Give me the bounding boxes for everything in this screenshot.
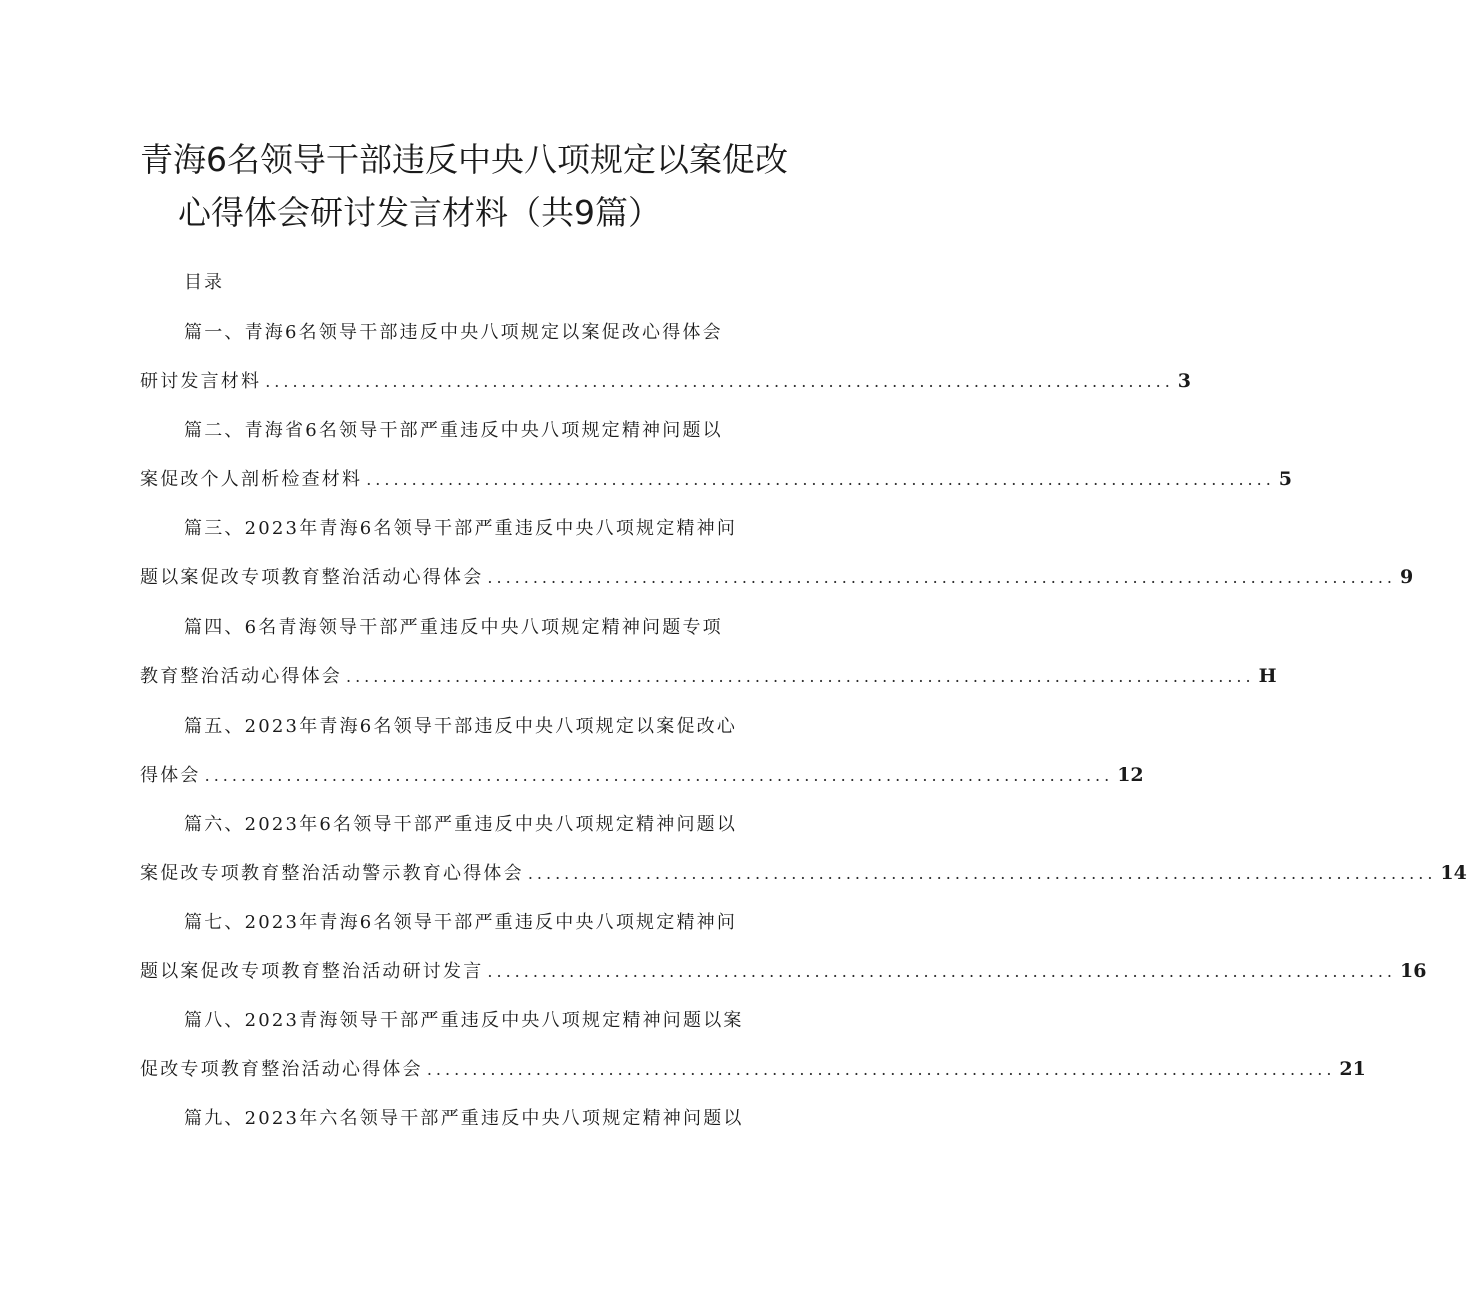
toc-entry-8[interactable] bbox=[0, 1006, 1366, 1106]
toc-entry-continuation bbox=[140, 464, 1293, 494]
toc-entry-title-cont: 题以案促改专项教育整治活动心得体会 bbox=[140, 567, 484, 588]
toc-leader-dots: .................................................................................................... bbox=[527, 864, 1437, 883]
toc-entry-continuation bbox=[140, 956, 1427, 986]
toc-entry-2[interactable] bbox=[0, 416, 1293, 516]
toc-entry-3[interactable] bbox=[0, 514, 1414, 614]
toc-entry-title-cont: 得体会 bbox=[140, 765, 201, 786]
toc-entry-title: 篇一、青海6名领导干部违反中央八项规定以案促改心得体会 bbox=[184, 322, 723, 343]
toc-page-number: 12 bbox=[1117, 764, 1144, 786]
toc-entry-7[interactable] bbox=[0, 908, 1427, 1008]
toc-entry-continuation bbox=[140, 1054, 1366, 1084]
toc-entry-title-cont: 案促改个人剖析检查材料 bbox=[140, 469, 363, 490]
toc-leader-dots: .................................................................................................... bbox=[366, 470, 1275, 489]
document-title-line-2: 心得体会研讨发言材料（共9篇） bbox=[178, 193, 661, 232]
toc-entry-title-cont: 促改专项教育整治活动心得体会 bbox=[140, 1059, 423, 1080]
toc-leader-dots: .................................................................................................... bbox=[487, 962, 1396, 981]
toc-entry-continuation bbox=[140, 562, 1414, 592]
toc-heading: 目录 bbox=[184, 272, 224, 293]
toc-page-number: 14 bbox=[1440, 862, 1467, 884]
toc-entry-title: 篇四、6名青海领导干部严重违反中央八项规定精神问题专项 bbox=[184, 617, 723, 638]
toc-page-number: H bbox=[1258, 665, 1277, 687]
toc-page-number: 16 bbox=[1400, 960, 1427, 982]
toc-entry-title: 篇六、2023年6名领导干部严重违反中央八项规定精神问题以 bbox=[184, 814, 738, 835]
toc-entry-9[interactable] bbox=[0, 1104, 920, 1204]
toc-page-number: 9 bbox=[1400, 566, 1414, 588]
toc-entry-continuation bbox=[140, 760, 1144, 790]
toc-entry-title: 篇五、2023年青海6名领导干部违反中央八项规定以案促改心 bbox=[184, 716, 738, 737]
toc-entry-title: 篇八、2023青海领导干部严重违反中央八项规定精神问题以案 bbox=[184, 1010, 744, 1031]
toc-entry-5[interactable] bbox=[0, 712, 1144, 812]
toc-entry-continuation bbox=[140, 661, 1277, 691]
document-title-line-1: 青海6名领导干部违反中央八项规定以案促改 bbox=[140, 140, 788, 179]
toc-entry-title: 篇九、2023年六名领导干部严重违反中央八项规定精神问题以 bbox=[184, 1108, 744, 1129]
toc-leader-dots: .................................................................................................... bbox=[487, 568, 1396, 587]
toc-entry-title-cont: 教育整治活动心得体会 bbox=[140, 666, 342, 687]
toc-entry-title: 篇二、青海省6名领导干部严重违反中央八项规定精神问题以 bbox=[184, 420, 723, 441]
toc-page-number: 5 bbox=[1278, 468, 1293, 490]
toc-entry-1[interactable] bbox=[0, 318, 1192, 418]
toc-page-number: 3 bbox=[1177, 370, 1192, 392]
toc-entry-title-cont: 题以案促改专项教育整治活动研讨发言 bbox=[140, 961, 484, 982]
toc-entry-title-cont: 案促改专项教育整治活动警示教育心得体会 bbox=[140, 863, 524, 884]
toc-entry-4[interactable] bbox=[0, 613, 1277, 713]
toc-leader-dots: .................................................................................................... bbox=[426, 1060, 1336, 1079]
toc-leader-dots: .................................................................................................... bbox=[346, 667, 1255, 686]
toc-entry-title: 篇七、2023年青海6名领导干部严重违反中央八项规定精神问 bbox=[184, 912, 738, 933]
toc-leader-dots: .................................................................................................... bbox=[265, 372, 1174, 391]
toc-page-number: 21 bbox=[1339, 1058, 1366, 1080]
toc-entry-title: 篇三、2023年青海6名领导干部严重违反中央八项规定精神问 bbox=[184, 518, 738, 539]
toc-entry-continuation bbox=[140, 366, 1192, 396]
toc-entry-continuation bbox=[140, 858, 1467, 888]
toc-leader-dots: .................................................................................................... bbox=[204, 766, 1114, 785]
toc-entry-title-cont: 研讨发言材料 bbox=[140, 371, 262, 392]
toc-entry-6[interactable] bbox=[0, 810, 1467, 910]
